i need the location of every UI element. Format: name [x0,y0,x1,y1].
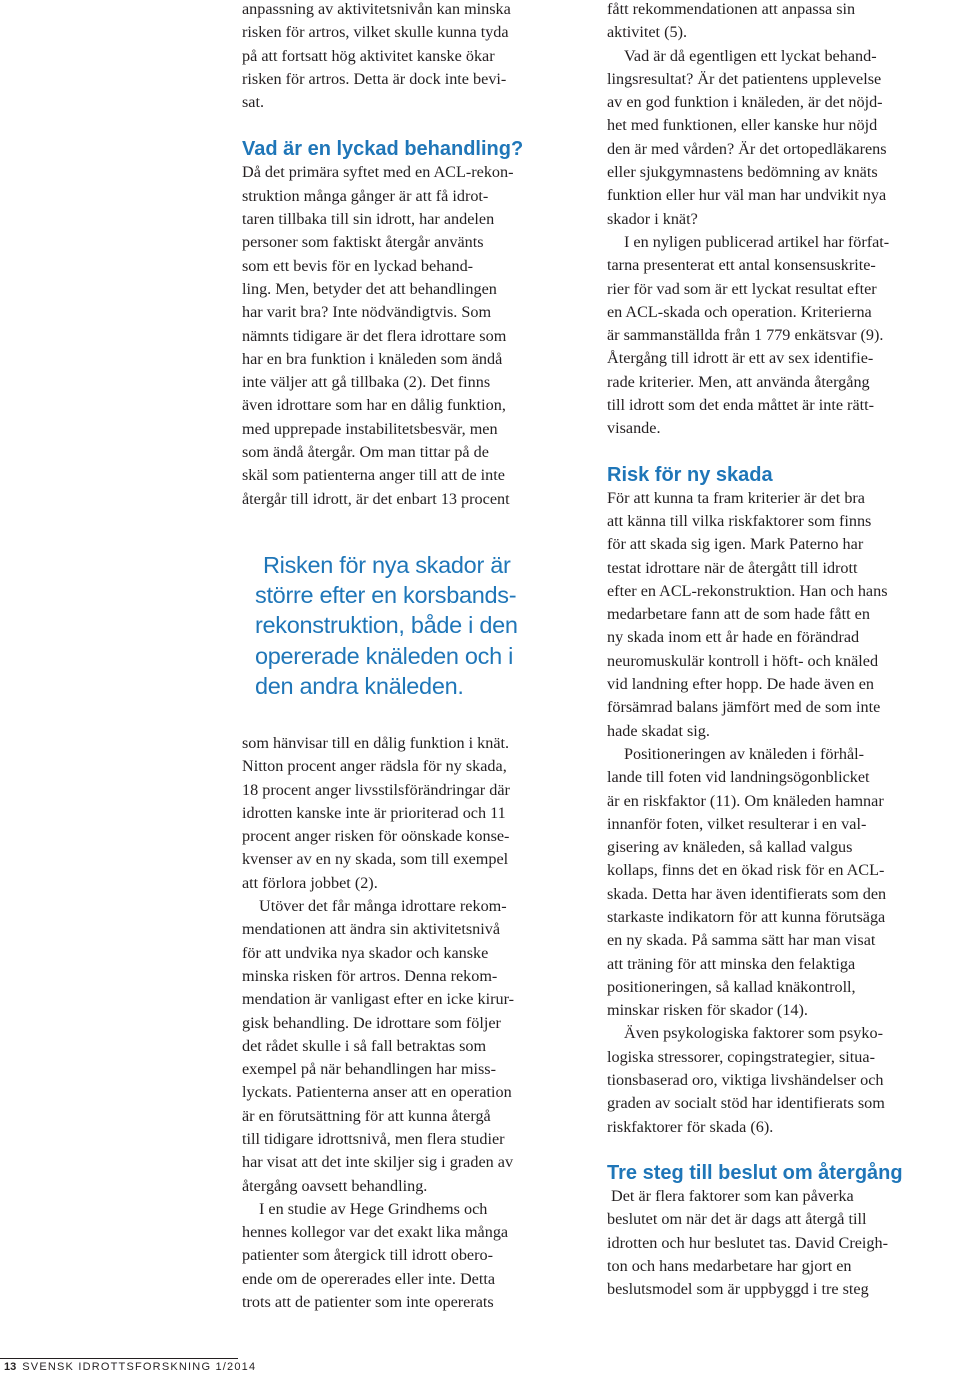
text-line: Utöver det får många idrottare rekom- [259,897,507,916]
text-line: hade skadat sig. [607,721,710,740]
text-line: är en förutsättning för att kunna återgå [242,1106,491,1125]
text-line: graden av socialt stöd har identifierats som [607,1094,885,1113]
text-line: mendation är vanligast efter en icke kirur- [242,990,515,1009]
text-line: beslutsmodel som är uppbyggd i tre steg [607,1280,869,1299]
right-paragraph-6 [607,1185,957,1301]
text-line: ende om de opererades eller inte. Detta [242,1269,496,1288]
text-line: starkaste indikatorn för att kunna förutsäga [607,907,886,926]
text-line: Vad är då egentligen ett lyckat behand- [624,46,877,65]
text-line: är sammanställda från 1 779 enkätsvar (9). [607,326,884,345]
text-line: en ACL-skada och operation. Kriterierna [607,302,872,321]
section-heading-lyckad-behandling: Vad är en lyckad behandling? [242,138,524,161]
text-line: sat. [242,93,265,112]
text-line: Återgång till idrott är ett av sex identifie- [607,349,874,368]
text-line: som hänvisar till en dålig funktion i knät. [242,733,510,752]
text-line: gisk behandling. De idrottare som följer [242,1013,501,1032]
text-line: den är med vården? Är det ortopedläkarens [607,139,887,158]
text-line: ny skada inom ett år hade en förändrad [607,628,860,647]
pull-quote-line: Risken för nya skador är [263,552,511,578]
pull-quote-line: rekonstruktion, både i den [255,612,518,639]
text-line: hennes kollegor var det exakt lika många [242,1223,509,1242]
text-line: skada. Detta har även identifierats som den [607,884,887,903]
left-paragraph-4 [242,1198,582,1314]
text-line: het med funktionen, eller kanske hur nöjd [607,116,878,135]
text-line: skador i knät? [607,209,698,228]
text-line: minskar risken för skador (14). [607,1001,808,1020]
pull-quote-line: opererade knäleden och i [255,642,514,669]
text-line: Nitton procent anger rädsla för ny skada, [242,757,507,776]
text-line: kollaps, finns det en ökad risk för en ACL- [607,861,885,880]
page-footer [0,1358,960,1375]
text-line: idrotten kanske inte är prioriterad och 11 [242,803,506,822]
text-line: att känna till vilka riskfaktorer som finns [607,511,872,530]
text-line: Positioneringen av knäleden i förhål- [624,744,865,763]
text-line: visande. [607,419,661,438]
text-line: testat idrottare när de återgått till idrott [607,558,858,577]
text-line: anpassning av aktivitetsnivån kan minska [242,0,511,18]
text-line: neuromuskulär kontroll i höft- och knäled [607,651,879,670]
text-line: personer som faktiskt återgår använts [242,233,484,252]
text-line: på att fortsatt hög aktivitet kanske ökar [242,46,495,65]
section-heading-tre-steg: Tre steg till beslut om återgång [607,1161,903,1184]
pull-quote-line: den andra knäleden. [255,672,464,699]
pull-quote [255,550,585,701]
text-line: fått rekommendationen att anpassa sin [607,0,856,18]
text-line: även idrottare som har en dålig funktion, [242,396,506,415]
text-line: ling. Men, betyder det att behandlingen [242,279,497,298]
text-line: innanför foten, vilket resulterar i en val- [607,814,867,833]
text-line: försämrad balans jämfört med de som inte [607,698,881,717]
text-line: vid landning efter hopp. De hade även en [607,675,874,694]
text-line: positioneringen, så kallad knäkontroll, [607,977,856,996]
page-number: 13 [4,1361,17,1373]
text-line: har en bra funktion i knäleden som ändå [242,349,503,368]
text-line: att träning för att minska den felaktiga [607,954,856,973]
publication-name: SVENSK IDROTTSFORSKNING 1/2014 [22,1361,257,1373]
text-line: lande till foten vid landningsögonblicket [607,768,870,787]
pull-quote-line: större efter en korsbands- [255,582,517,609]
text-line: I en nyligen publicerad artikel har förfat- [624,232,890,251]
footer-text [4,1361,256,1373]
text-line: till tidigare idrottsnivå, men flera studier [242,1129,505,1148]
text-line: nämnts tidigare är det flera idrottare som [242,326,507,345]
text-line: återgår till idrott, är det enbart 13 procent [242,489,510,508]
text-line: exempel på när behandlingen har miss- [242,1060,496,1079]
text-line: trots att de patienter som inte opererats [242,1293,494,1312]
text-line: Då det primära syftet med en ACL-rekon- [242,163,514,182]
right-top-paragraph [607,0,957,45]
right-paragraph-3 [607,487,957,743]
text-line: Det är flera faktorer som kan påverka [607,1186,854,1205]
text-line: det rådet skulle i så fall betraktas som [242,1036,487,1055]
right-paragraph-1 [607,45,957,231]
text-line: beslutet om när det är dags att återgå till [607,1210,867,1229]
right-paragraph-5 [607,1022,957,1138]
text-line: 18 procent anger livsstilsförändringar där [242,780,510,799]
text-line: av en god funktion i knäleden, är det nöjd- [607,93,883,112]
right-paragraph-2 [607,231,957,441]
text-line: lingsresultat? Är det patientens upplevelse [607,69,882,88]
text-line: att förlora jobbet (2). [242,873,378,892]
text-line: ton och hans medarbetare har gjort en [607,1256,852,1275]
text-line: minska risken för artros. Denna rekom- [242,966,498,985]
text-line: har visat att det inte skiljer sig i graden av [242,1153,514,1172]
text-line: rier för vad som är ett lyckat resultat efter [607,279,877,298]
text-line: för att undvika nya skador och kanske [242,943,489,962]
text-line: inte väljer att gå tillbaka (2). Det finns [242,373,491,392]
text-line: som ändå återgår. Om man tittar på de [242,443,489,462]
text-line: som ett bevis för en lyckad behand- [242,256,474,275]
text-line: patienter som återgick till idrott obero- [242,1246,493,1265]
text-line: medarbetare fann att de som hade fått en [607,605,870,624]
text-line: funktion eller hur väl man har undvikit nya [607,186,887,205]
left-paragraph-1 [242,161,582,510]
text-line: eller sjukgymnastens bedömning av knäts [607,163,878,182]
text-line: en ny skada. På samma sätt har man visat [607,931,876,950]
text-line: efter en ACL-rekonstruktion. Han och hans [607,581,888,600]
text-line: logiska stressorer, copingstrategier, situa- [607,1047,875,1066]
text-line: lyckats. Patienterna anser att en operation [242,1083,512,1102]
text-line: tionsbaserad oro, viktiga livshändelser och [607,1071,884,1090]
text-line: procent anger risken för oönskade konse- [242,827,510,846]
text-line: taren tillbaka till sin idrott, har andelen [242,210,495,229]
left-paragraph-3 [242,895,582,1198]
text-line: idrotten och hur beslutet tas. David Creigh- [607,1233,888,1252]
text-line: För att kunna ta fram kriterier är det bra [607,488,865,507]
text-line: till idrott som det enda måttet är inte rätt- [607,396,875,415]
text-line: för att skada sig igen. Mark Paterno har [607,535,864,554]
text-line: har varit bra? Inte nödvändigtvis. Som [242,303,492,322]
text-line: kvenser av en ny skada, som till exempel [242,850,509,869]
text-line: med upprepade instabilitetsbesvär, men [242,419,498,438]
text-line: riskfaktorer för skada (6). [607,1117,774,1136]
text-line: struktion många gånger är att få idrot- [242,186,489,205]
section-heading-risk-for-ny-skada: Risk för ny skada [607,463,773,486]
text-line: gisering av knäleden, så kallad valgus [607,838,853,857]
footer-rule [0,1358,238,1359]
text-line: tarna presenterat ett antal konsensuskrite- [607,256,876,275]
right-paragraph-4 [607,743,957,1023]
text-line: aktivitet (5). [607,23,688,42]
text-line: I en studie av Hege Grindhems och [259,1199,488,1218]
text-line: risken för artros. Detta är dock inte bevi- [242,69,507,88]
right-column [607,0,957,1301]
left-paragraph-2 [242,732,582,895]
text-line: är en riskfaktor (11). Om knäleden hamnar [607,791,884,810]
text-line: återgång oavsett behandling. [242,1176,428,1195]
left-top-paragraph [242,0,582,114]
text-line: mendationen att ändra sin aktivitetsnivå [242,920,501,939]
text-line: rade kriterier. Men, att använda återgång [607,372,870,391]
text-line: skäl som patienterna anger till att de inte [242,466,505,485]
text-line: Även psykologiska faktorer som psyko- [624,1024,883,1043]
text-line: risken för artros, vilket skulle kunna tyda [242,23,509,42]
